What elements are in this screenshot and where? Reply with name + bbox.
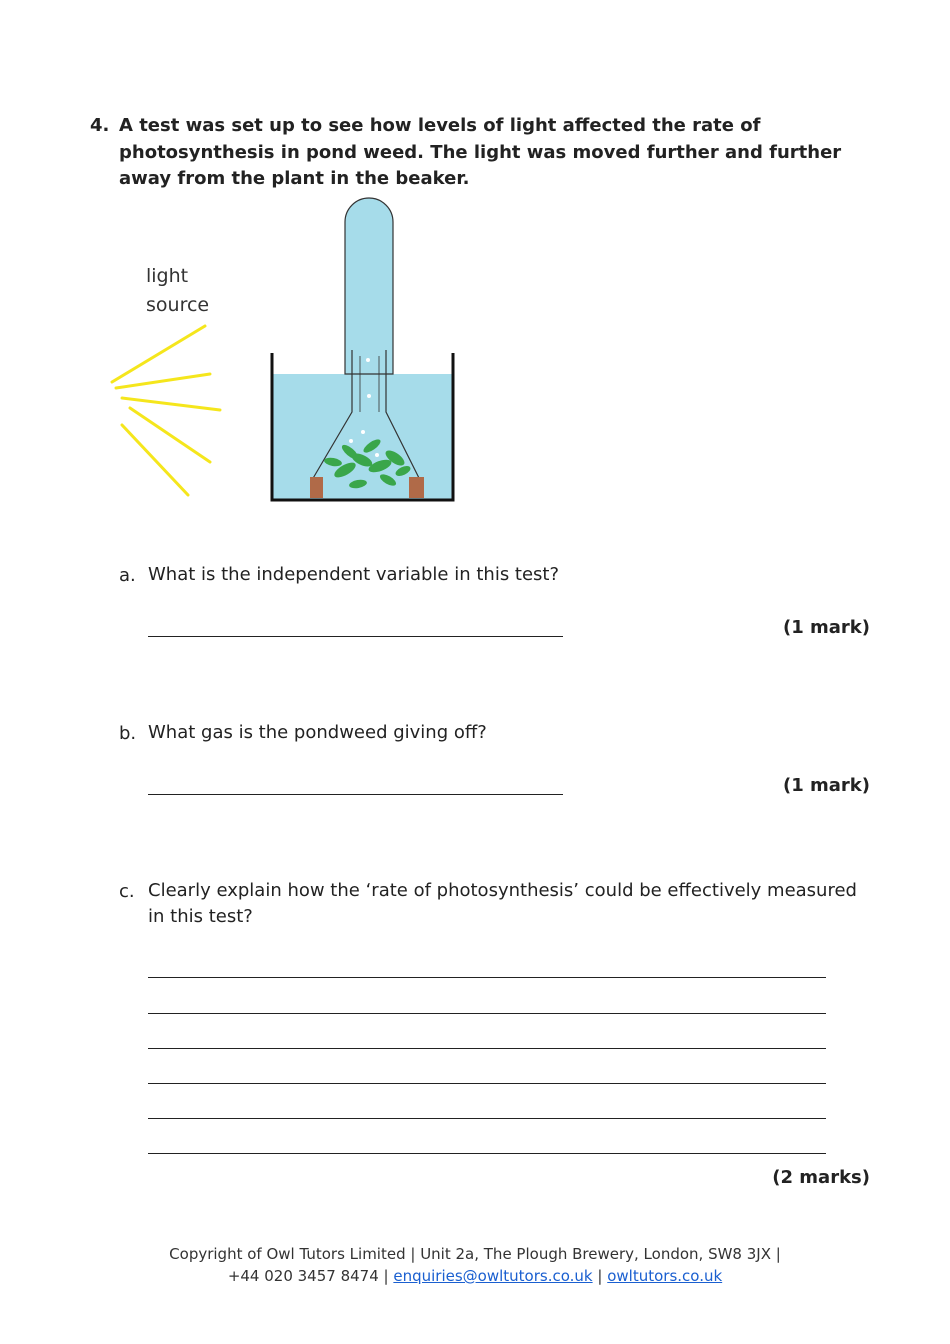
answer-line[interactable] (148, 1048, 826, 1049)
part-c-text: Clearly explain how the ‘rate of photosynthesis’ could be effectively measured in this test? (148, 880, 857, 927)
footer (0, 1243, 950, 1287)
part-b-letter: b. (119, 723, 137, 744)
website-link[interactable]: owltutors.co.uk (607, 1267, 723, 1285)
light-rays (112, 326, 220, 495)
light-label-line1: light (146, 265, 189, 287)
light-ray (122, 398, 220, 410)
email-link[interactable]: enquiries@owltutors.co.uk (393, 1267, 593, 1285)
light-ray (122, 425, 188, 495)
part-c-marks: (2 marks) (772, 1167, 870, 1188)
light-ray (130, 408, 210, 462)
answer-line[interactable] (148, 636, 563, 637)
part-a-letter: a. (119, 565, 136, 586)
part-a-marks: (1 mark) (783, 617, 870, 638)
footer-address: Copyright of Owl Tutors Limited | Unit 2a, The Plough Brewery, London, SW8 3JX | (169, 1245, 781, 1263)
question-text: A test was set up to see how levels of light affected the rate of photosynthesis in pond weed. The light was moved further and further away from the plant in the beaker. (119, 115, 842, 189)
stand-right (409, 477, 424, 498)
stand-left (310, 477, 323, 498)
footer-phone: +44 020 3457 8474 | (227, 1267, 389, 1285)
answer-line[interactable] (148, 1083, 826, 1084)
answer-line[interactable] (148, 1153, 826, 1154)
answer-line[interactable] (148, 1013, 826, 1014)
answer-line[interactable] (148, 977, 826, 978)
answer-line[interactable] (148, 1118, 826, 1119)
part-a-text: What is the independent variable in this test? (148, 564, 560, 585)
photosynthesis-apparatus-diagram (0, 0, 950, 520)
question-number: 4. (90, 115, 110, 136)
part-b-marks: (1 mark) (783, 775, 870, 796)
footer-separator: | (597, 1267, 603, 1285)
answer-line[interactable] (148, 794, 563, 795)
part-b-text: What gas is the pondweed giving off? (148, 722, 487, 743)
light-ray (112, 326, 205, 382)
light-ray (116, 374, 210, 388)
light-label-line2: source (146, 294, 210, 316)
part-c-letter: c. (119, 881, 135, 902)
test-tube (345, 198, 393, 374)
footer-contact (0, 1265, 950, 1287)
